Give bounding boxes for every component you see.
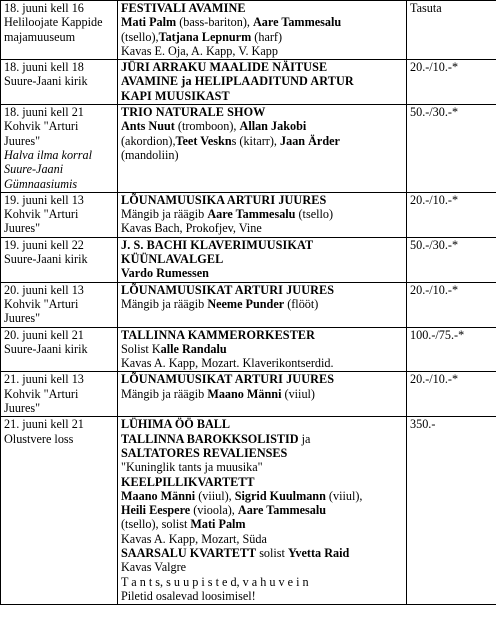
detail-text: (tromboon), [174, 119, 240, 134]
performer-name: Tatjana Lepnurm [158, 29, 252, 44]
event-detail-line [121, 266, 403, 280]
event-price-cell [407, 282, 496, 327]
event-detail-line [121, 148, 403, 162]
event-weather-note: Halva ilma korral [4, 147, 93, 162]
event-description-cell [118, 192, 407, 237]
performer-name: SALTATORES REVALIENSES [121, 445, 288, 460]
event-when-line: Juures" [4, 311, 41, 326]
performer-name: Aare Tammesalu [253, 15, 342, 30]
detail-text: (tsello) [295, 207, 334, 222]
event-detail-line [121, 560, 403, 574]
event-when-line: majamuuseum [4, 29, 76, 44]
event-detail-line [121, 387, 403, 401]
performer-name: SAARSALU KVARTETT [121, 545, 257, 560]
performer-name: Allan Jakobi [239, 119, 307, 134]
detail-text: Kavas A. Kapp, Mozart. Klaverikontserdid. [121, 356, 334, 371]
performer-name: LÜHIMA ÖÖ BALL [121, 417, 231, 432]
event-when-line: Suure-Jaani kirik [4, 252, 88, 267]
detail-text: (harf) [251, 29, 283, 44]
event-when-cell [1, 282, 118, 327]
event-detail-line [121, 297, 403, 311]
event-title: LÕUNAMUUSIKA ARTURI JUURES [121, 192, 327, 207]
event-when-line: 19. juuni kell 13 [4, 192, 84, 207]
event-when-line: 21. juuni kell 21 [4, 417, 84, 432]
event-when-cell [1, 417, 118, 605]
event-row [1, 282, 496, 327]
event-price-cell [407, 372, 496, 417]
event-detail-line [121, 342, 403, 356]
detail-text: Kavas A. Kapp, Mozart, Süda [121, 531, 267, 546]
event-description-cell [118, 105, 407, 193]
event-when-line: 21. juuni kell 13 [4, 372, 84, 387]
event-price-cell [407, 237, 496, 282]
event-price-cell [407, 60, 496, 105]
detail-text: (flööt) [284, 296, 319, 311]
event-when-line: Kohvik "Arturi [4, 207, 79, 222]
ticket-price: 20.-/10.-* [410, 60, 459, 75]
performer-name: Maano Männi [121, 488, 196, 503]
event-title: KÜÜNLAVALGEL [121, 252, 224, 267]
event-detail-line [121, 475, 403, 489]
event-description-cell [118, 282, 407, 327]
detail-text: Mängib ja räägib [121, 207, 208, 222]
performer-name: Mati Palm [190, 517, 246, 532]
ticket-price: 100.-/75.-* [410, 327, 465, 342]
event-detail-line [121, 30, 403, 44]
event-detail-line [121, 15, 403, 29]
detail-text: (tsello), [121, 29, 159, 44]
event-detail-line [121, 575, 403, 589]
event-title: JÜRI ARRAKU MAALIDE NÄITUSE [121, 60, 328, 75]
event-weather-note: Suure-Jaani [4, 162, 64, 177]
event-description-cell [118, 1, 407, 60]
event-row [1, 327, 496, 372]
event-when-cell [1, 60, 118, 105]
performer-name: Maano Männi [207, 386, 282, 401]
ticket-price: 20.-/10.-* [410, 282, 459, 297]
performer-name: Ants Nuut [121, 119, 175, 134]
detail-text: (viiul), [325, 488, 363, 503]
performer-name: Mati Palm [121, 15, 177, 30]
event-price-cell [407, 1, 496, 60]
event-price-cell [407, 105, 496, 193]
detail-text: Piletid osalevad loosimisel! [121, 588, 256, 603]
detail-text: (vioola), [190, 503, 238, 518]
detail-text: Kavas Bach, Prokofjev, Vine [121, 221, 262, 236]
event-detail-line [121, 417, 403, 431]
detail-text: (bass-bariton), [176, 15, 253, 30]
event-when-cell [1, 327, 118, 372]
event-when-line: 18. juuni kell 18 [4, 60, 84, 75]
performer-name: Yvetta Raid [287, 545, 350, 560]
event-when-line: Suure-Jaani kirik [4, 341, 88, 356]
event-when-line: Juures" [4, 133, 41, 148]
ticket-price: 20.-/10.-* [410, 372, 459, 387]
event-row [1, 60, 496, 105]
event-row [1, 237, 496, 282]
event-description-cell [118, 417, 407, 605]
event-detail-line [121, 503, 403, 517]
event-detail-line [121, 119, 403, 133]
event-description-cell [118, 327, 407, 372]
detail-text: Solist K [121, 341, 161, 356]
detail-text: (viiul), [195, 488, 235, 503]
performer-name: Aare Tammesalu [207, 207, 296, 222]
event-row [1, 417, 496, 605]
event-detail-line [121, 44, 403, 58]
detail-text: Mängib ja räägib [121, 386, 208, 401]
event-weather-note: Gümnaasiumis [4, 176, 78, 191]
event-when-line: Heliloojate Kappide [4, 15, 103, 30]
event-price-cell [407, 417, 496, 605]
event-detail-line [121, 446, 403, 460]
event-when-cell [1, 237, 118, 282]
event-detail-line [121, 489, 403, 503]
performer-name: Vardo Rumessen [121, 266, 209, 281]
performer-name: Heili Eespere [121, 503, 191, 518]
detail-text: solist [256, 545, 288, 560]
detail-text: Kavas Valgre [121, 560, 187, 575]
event-title: KAPI MUUSIKAST [121, 88, 230, 103]
performer-name: TALLINNA BAROKKSOLISTID [121, 431, 299, 446]
event-when-cell [1, 1, 118, 60]
ticket-price: 50.-/30.-* [410, 105, 459, 120]
event-when-line: 20. juuni kell 13 [4, 282, 84, 297]
detail-text: Kavas E. Oja, A. Kapp, V. Kapp [121, 43, 278, 58]
event-detail-line [121, 517, 403, 531]
event-row [1, 372, 496, 417]
performer-name: Teet Vesk [175, 133, 225, 148]
event-row [1, 105, 496, 193]
event-when-line: 19. juuni kell 22 [4, 237, 84, 252]
detail-text: T a n t s, s u u p i s t e d, v a h u v e i n [121, 574, 309, 589]
event-when-line: Kohvik "Arturi [4, 296, 79, 311]
performer-name: KEELPILLIKVARTETT [121, 474, 255, 489]
event-detail-line [121, 134, 403, 148]
event-row [1, 192, 496, 237]
event-when-cell [1, 372, 118, 417]
event-when-line: Juures" [4, 221, 41, 236]
ticket-price: 50.-/30.-* [410, 237, 459, 252]
event-title: AVAMINE ja HELIPLAADITUND ARTUR [121, 74, 354, 89]
ticket-price: 350.- [410, 417, 436, 432]
event-description-cell [118, 372, 407, 417]
event-when-line: Suure-Jaani kirik [4, 74, 88, 89]
detail-text: Mängib ja räägib [121, 296, 208, 311]
event-title: LÕUNAMUUSIKAT ARTURI JUURES [121, 372, 335, 387]
performer-name: Neeme Punder [207, 296, 285, 311]
event-title: J. S. BACHI KLAVERIMUUSIKAT [121, 237, 314, 252]
event-row [1, 1, 496, 60]
event-description-cell [118, 237, 407, 282]
detail-text: (viiul) [281, 386, 315, 401]
detail-text: s (kitarr), [231, 133, 281, 148]
event-when-line: 18. juuni kell 16 [4, 1, 84, 15]
event-when-line: 20. juuni kell 21 [4, 327, 84, 342]
event-detail-line [121, 546, 403, 560]
performer-name: alle Randalu [160, 341, 227, 356]
event-when-line: 18. juuni kell 21 [4, 105, 84, 120]
event-when-line: Kohvik "Arturi [4, 386, 79, 401]
event-detail-line [121, 460, 403, 474]
event-title: FESTIVALI AVAMINE [121, 1, 246, 15]
performer-name: n [224, 133, 232, 148]
event-when-line: Kohvik "Arturi [4, 119, 79, 134]
event-when-line: Juures" [4, 401, 41, 416]
event-detail-line [121, 207, 403, 221]
event-when-line: Olustvere loss [4, 431, 74, 446]
event-price-cell [407, 192, 496, 237]
detail-text: ja [298, 431, 311, 446]
detail-text: (akordion), [121, 133, 176, 148]
event-detail-line [121, 432, 403, 446]
performer-name: Sigrid Kuulmann [234, 488, 326, 503]
event-title: TRIO NATURALE SHOW [121, 105, 266, 120]
event-when-cell [1, 192, 118, 237]
performer-name: Jaan Ärder [280, 133, 340, 148]
event-description-cell [118, 60, 407, 105]
ticket-price: 20.-/10.-* [410, 192, 459, 207]
event-when-cell [1, 105, 118, 193]
event-title: LÕUNAMUUSIKAT ARTURI JUURES [121, 282, 335, 297]
event-title: TALLINNA KAMMERORKESTER [121, 327, 316, 342]
detail-text: "Kuninglik tants ja muusika" [121, 460, 263, 475]
detail-text: (mandoliin) [121, 147, 179, 162]
program-body [1, 1, 496, 605]
ticket-price: Tasuta [410, 1, 442, 15]
performer-name: Aare Tammesalu [237, 503, 327, 518]
event-detail-line [121, 589, 403, 603]
event-detail-line [121, 221, 403, 235]
event-detail-line [121, 356, 403, 370]
detail-text: (tsello), solist [121, 517, 191, 532]
event-detail-line [121, 532, 403, 546]
event-price-cell [407, 327, 496, 372]
